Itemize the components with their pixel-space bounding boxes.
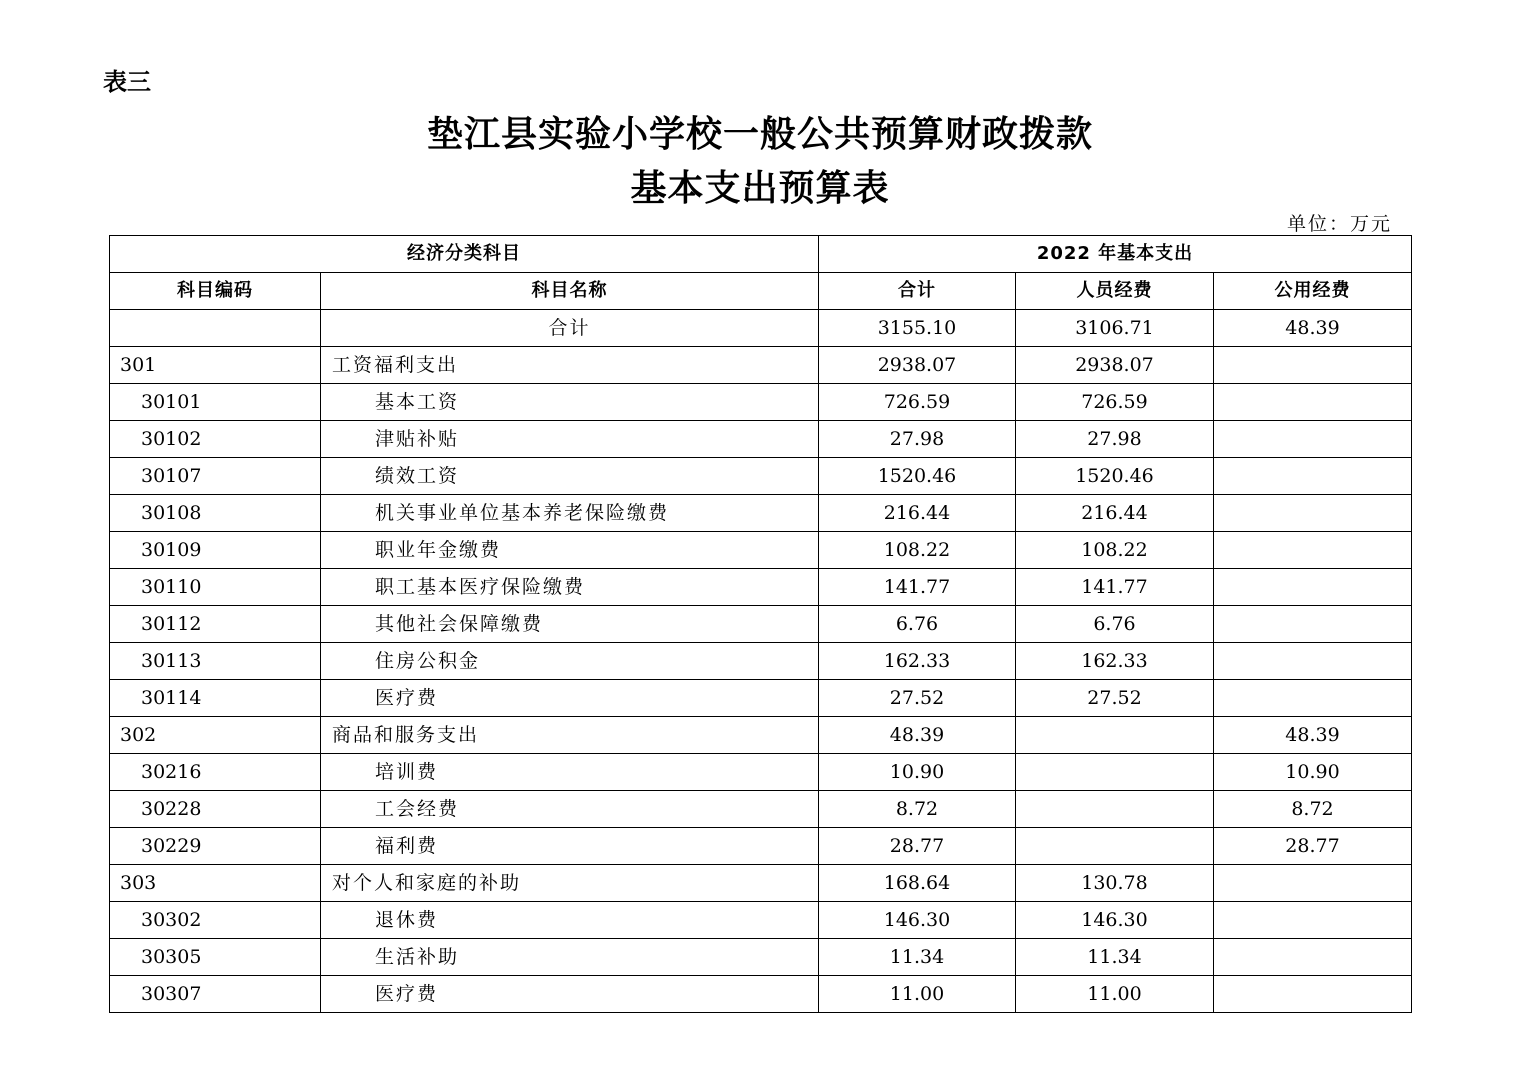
cell-code: 30307	[110, 976, 321, 1013]
cell-public	[1214, 865, 1412, 902]
cell-code: 30302	[110, 902, 321, 939]
table-row	[110, 865, 1412, 902]
column-header-code: 科目编码	[110, 273, 321, 310]
column-header-row	[110, 273, 1412, 310]
cell-personnel: 27.52	[1016, 680, 1214, 717]
cell-total: 11.34	[819, 939, 1016, 976]
cell-name: 对个人和家庭的补助	[321, 865, 819, 902]
table-row	[110, 458, 1412, 495]
cell-total: 8.72	[819, 791, 1016, 828]
cell-public	[1214, 643, 1412, 680]
table-row	[110, 902, 1412, 939]
cell-public	[1214, 458, 1412, 495]
table-row	[110, 754, 1412, 791]
cell-name: 医疗费	[321, 680, 819, 717]
cell-name: 基本工资	[321, 384, 819, 421]
group-header-economic-class: 经济分类科目	[110, 236, 819, 273]
column-header-total: 合计	[819, 273, 1016, 310]
cell-name: 合计	[321, 310, 819, 347]
cell-code: 30112	[110, 606, 321, 643]
cell-name: 培训费	[321, 754, 819, 791]
cell-personnel: 726.59	[1016, 384, 1214, 421]
cell-code: 30228	[110, 791, 321, 828]
cell-total: 726.59	[819, 384, 1016, 421]
table-row	[110, 532, 1412, 569]
table-row	[110, 976, 1412, 1013]
table-row	[110, 569, 1412, 606]
cell-personnel: 3106.71	[1016, 310, 1214, 347]
column-header-public: 公用经费	[1214, 273, 1412, 310]
cell-public	[1214, 606, 1412, 643]
cell-name: 工资福利支出	[321, 347, 819, 384]
cell-code: 30107	[110, 458, 321, 495]
table-row	[110, 384, 1412, 421]
cell-personnel: 6.76	[1016, 606, 1214, 643]
cell-personnel: 11.00	[1016, 976, 1214, 1013]
unit-label: 单位：万元	[1286, 213, 1392, 235]
cell-name: 其他社会保障缴费	[321, 606, 819, 643]
cell-public	[1214, 680, 1412, 717]
cell-total: 10.90	[819, 754, 1016, 791]
cell-code: 30114	[110, 680, 321, 717]
cell-public: 8.72	[1214, 791, 1412, 828]
cell-code: 302	[110, 717, 321, 754]
table-row	[110, 310, 1412, 347]
cell-total: 2938.07	[819, 347, 1016, 384]
cell-total: 11.00	[819, 976, 1016, 1013]
cell-public: 48.39	[1214, 310, 1412, 347]
cell-total: 6.76	[819, 606, 1016, 643]
cell-personnel	[1016, 754, 1214, 791]
cell-name: 福利费	[321, 828, 819, 865]
cell-code	[110, 310, 321, 347]
cell-public	[1214, 384, 1412, 421]
cell-name: 住房公积金	[321, 643, 819, 680]
cell-public: 48.39	[1214, 717, 1412, 754]
cell-total: 48.39	[819, 717, 1016, 754]
document-title: 垫江县实验小学校一般公共预算财政拨款	[426, 114, 1093, 155]
cell-personnel	[1016, 717, 1214, 754]
cell-total: 108.22	[819, 532, 1016, 569]
cell-personnel: 146.30	[1016, 902, 1214, 939]
cell-personnel: 130.78	[1016, 865, 1214, 902]
cell-public	[1214, 532, 1412, 569]
cell-personnel: 141.77	[1016, 569, 1214, 606]
cell-public	[1214, 421, 1412, 458]
cell-public	[1214, 495, 1412, 532]
table-row	[110, 421, 1412, 458]
table-row	[110, 791, 1412, 828]
table-row	[110, 347, 1412, 384]
cell-personnel: 11.34	[1016, 939, 1214, 976]
cell-name: 职业年金缴费	[321, 532, 819, 569]
cell-name: 职工基本医疗保险缴费	[321, 569, 819, 606]
cell-name: 医疗费	[321, 976, 819, 1013]
cell-name: 绩效工资	[321, 458, 819, 495]
cell-personnel: 27.98	[1016, 421, 1214, 458]
cell-code: 30110	[110, 569, 321, 606]
cell-total: 27.52	[819, 680, 1016, 717]
cell-name: 机关事业单位基本养老保险缴费	[321, 495, 819, 532]
cell-code: 301	[110, 347, 321, 384]
cell-total: 3155.10	[819, 310, 1016, 347]
cell-public	[1214, 976, 1412, 1013]
table-row	[110, 606, 1412, 643]
cell-total: 216.44	[819, 495, 1016, 532]
cell-code: 303	[110, 865, 321, 902]
cell-name: 退休费	[321, 902, 819, 939]
cell-code: 30305	[110, 939, 321, 976]
group-header-basic-expenditure: 2022 年基本支出	[819, 236, 1412, 273]
cell-name: 生活补助	[321, 939, 819, 976]
document-subtitle: 基本支出预算表	[630, 168, 890, 209]
table-row	[110, 643, 1412, 680]
cell-name: 商品和服务支出	[321, 717, 819, 754]
group-header-row	[110, 236, 1412, 273]
cell-code: 30108	[110, 495, 321, 532]
cell-total: 146.30	[819, 902, 1016, 939]
cell-code: 30216	[110, 754, 321, 791]
cell-personnel: 216.44	[1016, 495, 1214, 532]
cell-total: 27.98	[819, 421, 1016, 458]
budget-table	[109, 235, 1412, 1013]
cell-code: 30101	[110, 384, 321, 421]
column-header-name: 科目名称	[321, 273, 819, 310]
cell-total: 168.64	[819, 865, 1016, 902]
cell-name: 津贴补贴	[321, 421, 819, 458]
cell-public	[1214, 347, 1412, 384]
cell-code: 30113	[110, 643, 321, 680]
table-row	[110, 680, 1412, 717]
cell-public	[1214, 569, 1412, 606]
cell-code: 30102	[110, 421, 321, 458]
cell-public	[1214, 902, 1412, 939]
cell-personnel: 1520.46	[1016, 458, 1214, 495]
cell-total: 162.33	[819, 643, 1016, 680]
cell-personnel	[1016, 791, 1214, 828]
table-row	[110, 828, 1412, 865]
cell-code: 30229	[110, 828, 321, 865]
cell-personnel: 162.33	[1016, 643, 1214, 680]
cell-total: 28.77	[819, 828, 1016, 865]
cell-personnel	[1016, 828, 1214, 865]
cell-public: 10.90	[1214, 754, 1412, 791]
cell-name: 工会经费	[321, 791, 819, 828]
table-row	[110, 495, 1412, 532]
table-row	[110, 939, 1412, 976]
cell-public: 28.77	[1214, 828, 1412, 865]
cell-code: 30109	[110, 532, 321, 569]
cell-public	[1214, 939, 1412, 976]
cell-personnel: 108.22	[1016, 532, 1214, 569]
table-number-label: 表三	[103, 68, 151, 96]
cell-personnel: 2938.07	[1016, 347, 1214, 384]
cell-total: 141.77	[819, 569, 1016, 606]
cell-total: 1520.46	[819, 458, 1016, 495]
table-row	[110, 717, 1412, 754]
column-header-personnel: 人员经费	[1016, 273, 1214, 310]
